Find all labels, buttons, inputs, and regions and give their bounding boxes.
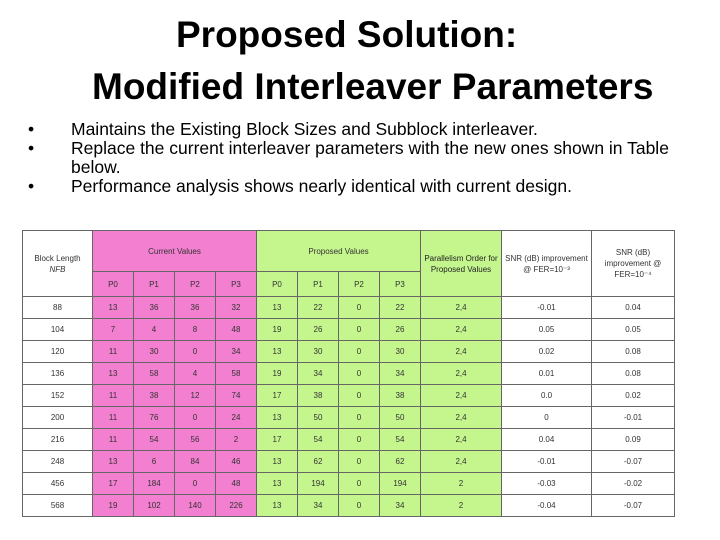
current-p1-cell: 38 [134, 385, 175, 407]
snr-1e-4-cell: 0.08 [592, 341, 675, 363]
current-p1-cell: 76 [134, 407, 175, 429]
current-p3-cell: 24 [216, 407, 257, 429]
block-length-cell: 136 [23, 363, 93, 385]
table-row [23, 451, 675, 473]
snr-1e-4-cell: -0.01 [592, 407, 675, 429]
proposed-p0-cell: 17 [257, 385, 298, 407]
proposed-p2-cell: 0 [339, 429, 380, 451]
proposed-p0-cell: 13 [257, 297, 298, 319]
proposed-p2-cell: 0 [339, 319, 380, 341]
proposed-p1-cell: 34 [298, 495, 339, 517]
block-length-label: Block Length [34, 253, 81, 263]
proposed-p1-cell: 22 [298, 297, 339, 319]
table-row [23, 473, 675, 495]
bullet-dot: • [28, 119, 35, 139]
parallelism-cell: 2 [421, 473, 502, 495]
parallelism-cell: 2,4 [421, 429, 502, 451]
current-p0-cell: 17 [93, 473, 134, 495]
proposed-param-header: P1 [298, 272, 339, 297]
title-line-1: Proposed Solution: [176, 14, 518, 55]
table-body [23, 297, 675, 517]
snr-1e-4-cell: 0.08 [592, 363, 675, 385]
current-p2-cell: 84 [175, 451, 216, 473]
proposed-p3-cell: 50 [380, 407, 421, 429]
proposed-p1-cell: 54 [298, 429, 339, 451]
proposed-p3-cell: 194 [380, 473, 421, 495]
current-p0-cell: 19 [93, 495, 134, 517]
proposed-p2-cell: 0 [339, 341, 380, 363]
current-param-header: P1 [134, 272, 175, 297]
current-p1-cell: 6 [134, 451, 175, 473]
snr-1e-3-cell: -0.01 [502, 451, 592, 473]
current-p2-cell: 0 [175, 473, 216, 495]
proposed-p0-cell: 19 [257, 363, 298, 385]
block-length-cell: 104 [23, 319, 93, 341]
current-p0-cell: 11 [93, 341, 134, 363]
proposed-p3-cell: 22 [380, 297, 421, 319]
snr-1e-3-cell: 0.05 [502, 319, 592, 341]
proposed-p1-cell: 30 [298, 341, 339, 363]
block-length-cell: 88 [23, 297, 93, 319]
table-row [23, 385, 675, 407]
title-line-2: Modified Interleaver Parameters [92, 66, 654, 107]
snr-1e-3-cell: 0.02 [502, 341, 592, 363]
bullet-list [28, 120, 698, 196]
table-row [23, 407, 675, 429]
current-p1-cell: 36 [134, 297, 175, 319]
block-length-cell: 248 [23, 451, 93, 473]
proposed-p2-cell: 0 [339, 495, 380, 517]
current-p0-cell: 7 [93, 319, 134, 341]
snr-1e-4-cell: 0.05 [592, 319, 675, 341]
snr-1e-4-cell: 0.02 [592, 385, 675, 407]
current-p2-cell: 0 [175, 407, 216, 429]
snr-1e-3-cell: 0.01 [502, 363, 592, 385]
proposed-p2-cell: 0 [339, 473, 380, 495]
block-length-cell: 456 [23, 473, 93, 495]
current-p1-cell: 54 [134, 429, 175, 451]
current-p3-cell: 32 [216, 297, 257, 319]
snr-1e-4-cell: -0.02 [592, 473, 675, 495]
current-p0-cell: 13 [93, 451, 134, 473]
current-p2-cell: 36 [175, 297, 216, 319]
parallelism-cell: 2,4 [421, 297, 502, 319]
table-row [23, 319, 675, 341]
block-length-symbol: NFB [49, 264, 66, 274]
bullet-text: Performance analysis shows nearly identical with current design. [71, 176, 572, 196]
block-length-cell: 152 [23, 385, 93, 407]
bullet-dot: • [28, 138, 35, 158]
current-p3-cell: 46 [216, 451, 257, 473]
current-p0-cell: 13 [93, 297, 134, 319]
proposed-p3-cell: 62 [380, 451, 421, 473]
proposed-p0-cell: 13 [257, 407, 298, 429]
snr-1e-4-cell: 0.09 [592, 429, 675, 451]
bullet-text: Replace the current interleaver parameters with the new ones shown in Table below. [71, 138, 669, 177]
table-row [23, 297, 675, 319]
snr-1e-3-cell: 0.04 [502, 429, 592, 451]
proposed-p3-cell: 34 [380, 495, 421, 517]
table-row [23, 363, 675, 385]
block-length-cell: 200 [23, 407, 93, 429]
current-p3-cell: 48 [216, 473, 257, 495]
parallelism-header: Parallelism Order for Proposed Values [421, 231, 502, 297]
block-length-header [23, 231, 93, 297]
current-p3-cell: 74 [216, 385, 257, 407]
current-values-header: Current Values [93, 231, 257, 272]
current-p2-cell: 4 [175, 363, 216, 385]
proposed-p1-cell: 34 [298, 363, 339, 385]
bullet-dot: • [28, 176, 35, 196]
proposed-p2-cell: 0 [339, 297, 380, 319]
proposed-p3-cell: 26 [380, 319, 421, 341]
current-p3-cell: 2 [216, 429, 257, 451]
table-row [23, 495, 675, 517]
proposed-p0-cell: 19 [257, 319, 298, 341]
snr-1e-3-cell: -0.04 [502, 495, 592, 517]
current-p2-cell: 56 [175, 429, 216, 451]
current-p0-cell: 13 [93, 363, 134, 385]
parallelism-cell: 2,4 [421, 363, 502, 385]
proposed-p1-cell: 62 [298, 451, 339, 473]
proposed-p3-cell: 38 [380, 385, 421, 407]
proposed-p1-cell: 194 [298, 473, 339, 495]
snr-1e-4-cell: -0.07 [592, 451, 675, 473]
current-p2-cell: 8 [175, 319, 216, 341]
proposed-p1-cell: 26 [298, 319, 339, 341]
snr-1e-3-cell: 0.0 [502, 385, 592, 407]
current-p3-cell: 58 [216, 363, 257, 385]
current-p3-cell: 34 [216, 341, 257, 363]
current-p0-cell: 11 [93, 429, 134, 451]
snr-1e-4-header: SNR (dB) improvement @ FER=10⁻⁴ [592, 231, 675, 297]
current-p1-cell: 58 [134, 363, 175, 385]
proposed-values-header: Proposed Values [257, 231, 421, 272]
proposed-p0-cell: 13 [257, 451, 298, 473]
current-p1-cell: 184 [134, 473, 175, 495]
snr-1e-3-cell: -0.01 [502, 297, 592, 319]
current-p1-cell: 102 [134, 495, 175, 517]
proposed-param-header: P2 [339, 272, 380, 297]
block-length-cell: 568 [23, 495, 93, 517]
current-p0-cell: 11 [93, 385, 134, 407]
proposed-p2-cell: 0 [339, 385, 380, 407]
bullet-item [28, 120, 698, 139]
parallelism-cell: 2,4 [421, 451, 502, 473]
interleaver-parameter-table [22, 230, 675, 517]
proposed-param-header: P3 [380, 272, 421, 297]
parallelism-cell: 2,4 [421, 385, 502, 407]
current-param-header: P0 [93, 272, 134, 297]
table-row [23, 341, 675, 363]
bullet-text: Maintains the Existing Block Sizes and Subblock interleaver. [71, 119, 538, 139]
snr-1e-4-cell: -0.07 [592, 495, 675, 517]
parallelism-cell: 2 [421, 495, 502, 517]
current-param-header: P2 [175, 272, 216, 297]
parallelism-cell: 2,4 [421, 407, 502, 429]
bullet-item [28, 139, 698, 177]
parallelism-cell: 2,4 [421, 341, 502, 363]
proposed-p0-cell: 13 [257, 473, 298, 495]
snr-1e-3-cell: 0 [502, 407, 592, 429]
current-p1-cell: 4 [134, 319, 175, 341]
proposed-p1-cell: 50 [298, 407, 339, 429]
table-row [23, 429, 675, 451]
bullet-item [28, 177, 698, 196]
parallelism-cell: 2,4 [421, 319, 502, 341]
proposed-param-header: P0 [257, 272, 298, 297]
current-p3-cell: 48 [216, 319, 257, 341]
proposed-p1-cell: 38 [298, 385, 339, 407]
snr-1e-4-cell: 0.04 [592, 297, 675, 319]
current-p1-cell: 30 [134, 341, 175, 363]
proposed-p0-cell: 13 [257, 341, 298, 363]
proposed-p3-cell: 34 [380, 363, 421, 385]
current-p0-cell: 11 [93, 407, 134, 429]
proposed-p3-cell: 54 [380, 429, 421, 451]
current-p2-cell: 140 [175, 495, 216, 517]
proposed-p0-cell: 17 [257, 429, 298, 451]
current-param-header: P3 [216, 272, 257, 297]
proposed-p2-cell: 0 [339, 451, 380, 473]
current-p2-cell: 0 [175, 341, 216, 363]
snr-1e-3-cell: -0.03 [502, 473, 592, 495]
block-length-cell: 120 [23, 341, 93, 363]
proposed-p2-cell: 0 [339, 363, 380, 385]
current-p3-cell: 226 [216, 495, 257, 517]
proposed-p2-cell: 0 [339, 407, 380, 429]
proposed-p0-cell: 13 [257, 495, 298, 517]
proposed-p3-cell: 30 [380, 341, 421, 363]
snr-1e-3-header: SNR (dB) improvement @ FER=10⁻³ [502, 231, 592, 297]
block-length-cell: 216 [23, 429, 93, 451]
current-p2-cell: 12 [175, 385, 216, 407]
